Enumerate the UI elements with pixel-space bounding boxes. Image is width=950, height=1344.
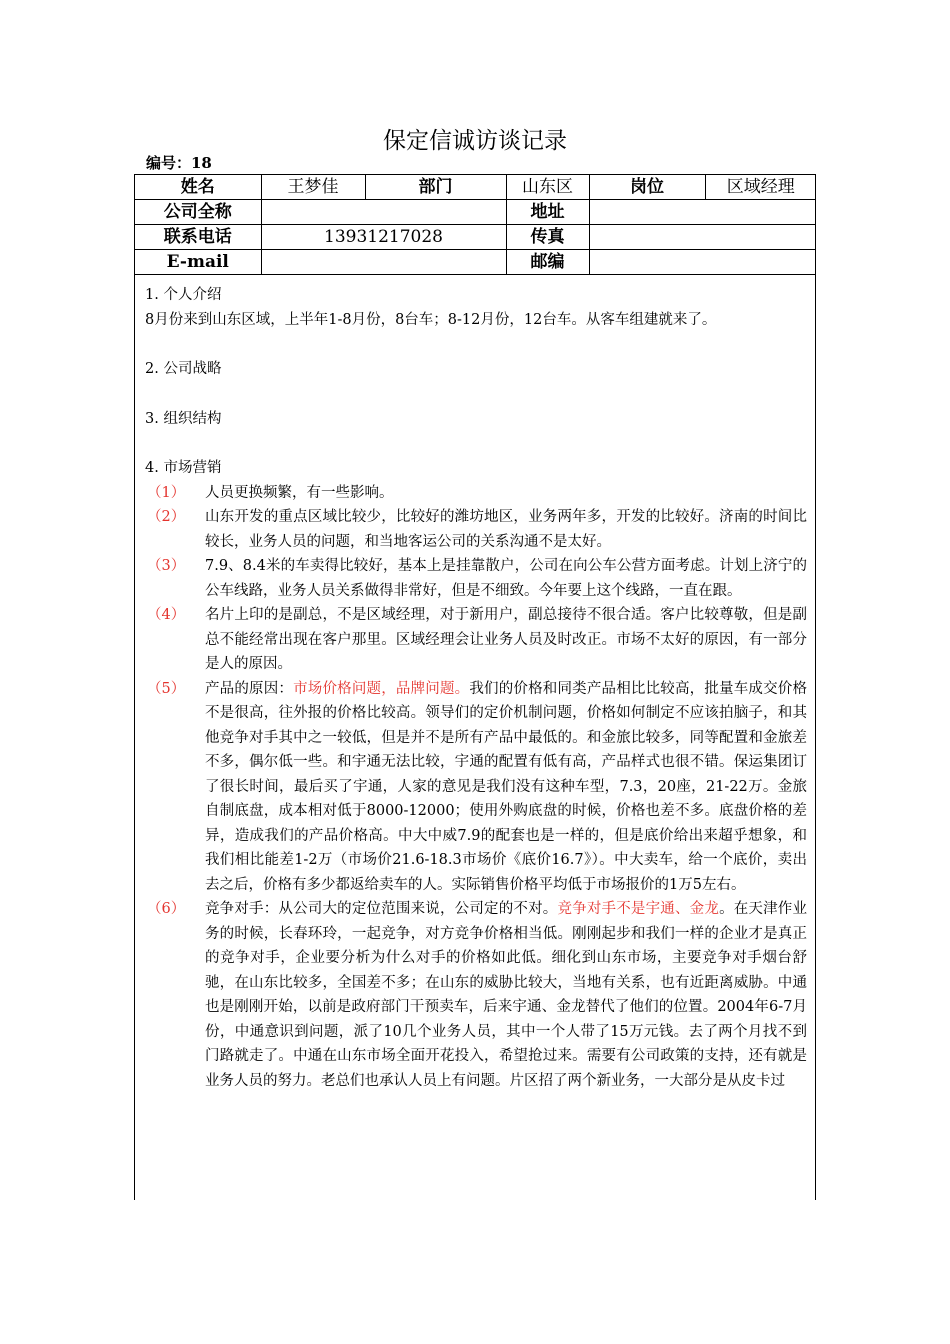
list-item xyxy=(145,505,807,554)
dept-value: 山东区 xyxy=(506,175,589,200)
section-text-intro: 8月份来到山东区域，上半年1-8月份，8台车；8-12月份，12台车。从客车组建就来了。 xyxy=(145,311,717,328)
list-item xyxy=(145,481,807,506)
company-label: 公司全称 xyxy=(135,200,261,225)
list-item xyxy=(145,554,807,603)
item-text-rest: 我们的价格和同类产品相比比较高，批量车成交价格不是很高，往外报的价格比较高。领导们的定价机制问题，价格如何制定不应该拍脑子，和其他竞争对手其中之一较低，但是并不是所有产品中最低的。和金旅比较多，同等配置和金旅差不多，偶尔低一些。和宇通无法比较，宇通的配置有低有高，产品样式也很不错。保运集团订了很长时间，最后买了宇通，人家的意见是我们没有这种车型，7.3，20座，21-22万。金旅自制底盘，成本相对低于8000-12000；使用外购底盘的时候，价格也差不多。底盘价格的差异，造成我们的产品价格高。中大中威7.9的配套也是一样的，但是底价给出来超乎想象，和我们相比能差1-2万（市场价21.6-18.3市场价《底价16.7》）。中大卖车，给一个底价，卖出去之后，价格有多少都返给卖车的人。实际销售价格平均低于市场报价的1万5左右。 xyxy=(205,680,807,893)
item-text: 山东开发的重点区域比较少，比较好的潍坊地区，业务两年多，开发的比较好。济南的时间比较长，业务人员的问题，和当地客运公司的关系沟通不是太好。 xyxy=(205,509,807,550)
address-value xyxy=(589,200,816,225)
list-item xyxy=(145,897,807,1093)
zip-label: 邮编 xyxy=(506,250,589,275)
item-number: （6） xyxy=(147,901,186,917)
phone-label: 联系电话 xyxy=(135,225,261,250)
info-table xyxy=(135,175,816,275)
item-text: 7.9、8.4米的车卖得比较好，基本上是挂靠散户，公司在向公车公营方面考虑。计划上济宁的公车线路，业务人员关系做得非常好，但是不细致。今年要上这个线路，一直在跟。 xyxy=(205,558,807,599)
item-number: （5） xyxy=(147,680,186,697)
section-heading-intro: 1. 个人介绍 xyxy=(145,287,222,303)
email-label: E-mail xyxy=(135,250,261,275)
address-label: 地址 xyxy=(506,200,589,225)
page-title: 保定信诚访谈记录 xyxy=(383,128,567,154)
item-text xyxy=(205,677,807,898)
list-item xyxy=(145,603,807,677)
item-text: 人员更换频繁，有一些影响。 xyxy=(205,484,394,501)
fax-value xyxy=(589,225,816,250)
document-number: 编号：18 xyxy=(146,154,212,172)
highlighted-text: 竞争对手不是宇通、金龙 xyxy=(557,901,720,917)
item-text: 名片上印的是副总，不是区域经理，对于新用户，副总接待不很合适。客户比较尊敬，但是副总不能经常出现在客户那里。区域经理会让业务人员及时改正。市场不太好的原因，有一部分是人的原因。 xyxy=(205,607,807,672)
section-heading-strategy: 2. 公司战略 xyxy=(145,361,222,377)
item-text-lead: 竞争对手：从公司大的定位范围来说，公司定的不对。 xyxy=(205,901,558,917)
highlighted-text: 市场价格问题，品牌问题。 xyxy=(293,680,470,697)
dept-label: 部门 xyxy=(365,175,506,200)
fax-label: 传真 xyxy=(506,225,589,250)
zip-value xyxy=(589,250,816,275)
email-value xyxy=(261,250,506,275)
item-number: （3） xyxy=(147,558,186,574)
section-heading-organization: 3. 组织结构 xyxy=(145,410,222,427)
item-number: （4） xyxy=(147,607,186,623)
list-item xyxy=(145,677,807,898)
post-value: 区域经理 xyxy=(705,175,816,200)
item-number: （1） xyxy=(147,484,186,501)
info-row-name xyxy=(135,175,816,200)
item-text-rest: 。在天津作业务的时候，长春环玲，一起竞争，对方竞争价格相当低。刚刚起步和我们一样的企业才是真正的竞争对手，企业要分析为什么对手的价格如此低。细化到山东市场，主要竞争对手烟台舒驰，在山东比较多，全国差不多；在山东的威胁比较大，当地有关系，也有近距离威胁。中通也是刚刚开始，以前是政府部门干预卖车，后来宇通、金龙替代了他们的位置。2004年6-7月份，中通意识到问题，派了10几个业务人员，其中一个人带了15万元钱。去了两个月找不到门路就走了。中通在山东市场全面开花投入，希望抢过来。需要有公司政策的支持，还有就是业务人员的努力。老总们也承认人员上有问题。片区招了两个新业务，一大部分是从皮卡过 xyxy=(205,901,807,1089)
interview-sheet xyxy=(134,174,816,1200)
item-number: （2） xyxy=(147,509,186,525)
section-heading-marketing: 4. 市场营销 xyxy=(145,460,222,476)
company-value xyxy=(261,200,506,225)
name-value: 王梦佳 xyxy=(261,175,365,200)
info-row-phone xyxy=(135,225,816,250)
interview-body xyxy=(135,275,815,1093)
item-text xyxy=(205,897,807,1093)
phone-value: 13931217028 xyxy=(261,225,506,250)
post-label: 岗位 xyxy=(589,175,705,200)
info-row-company xyxy=(135,200,816,225)
name-label: 姓名 xyxy=(135,175,261,200)
item-text-lead: 产品的原因： xyxy=(205,680,294,697)
info-row-email xyxy=(135,250,816,275)
